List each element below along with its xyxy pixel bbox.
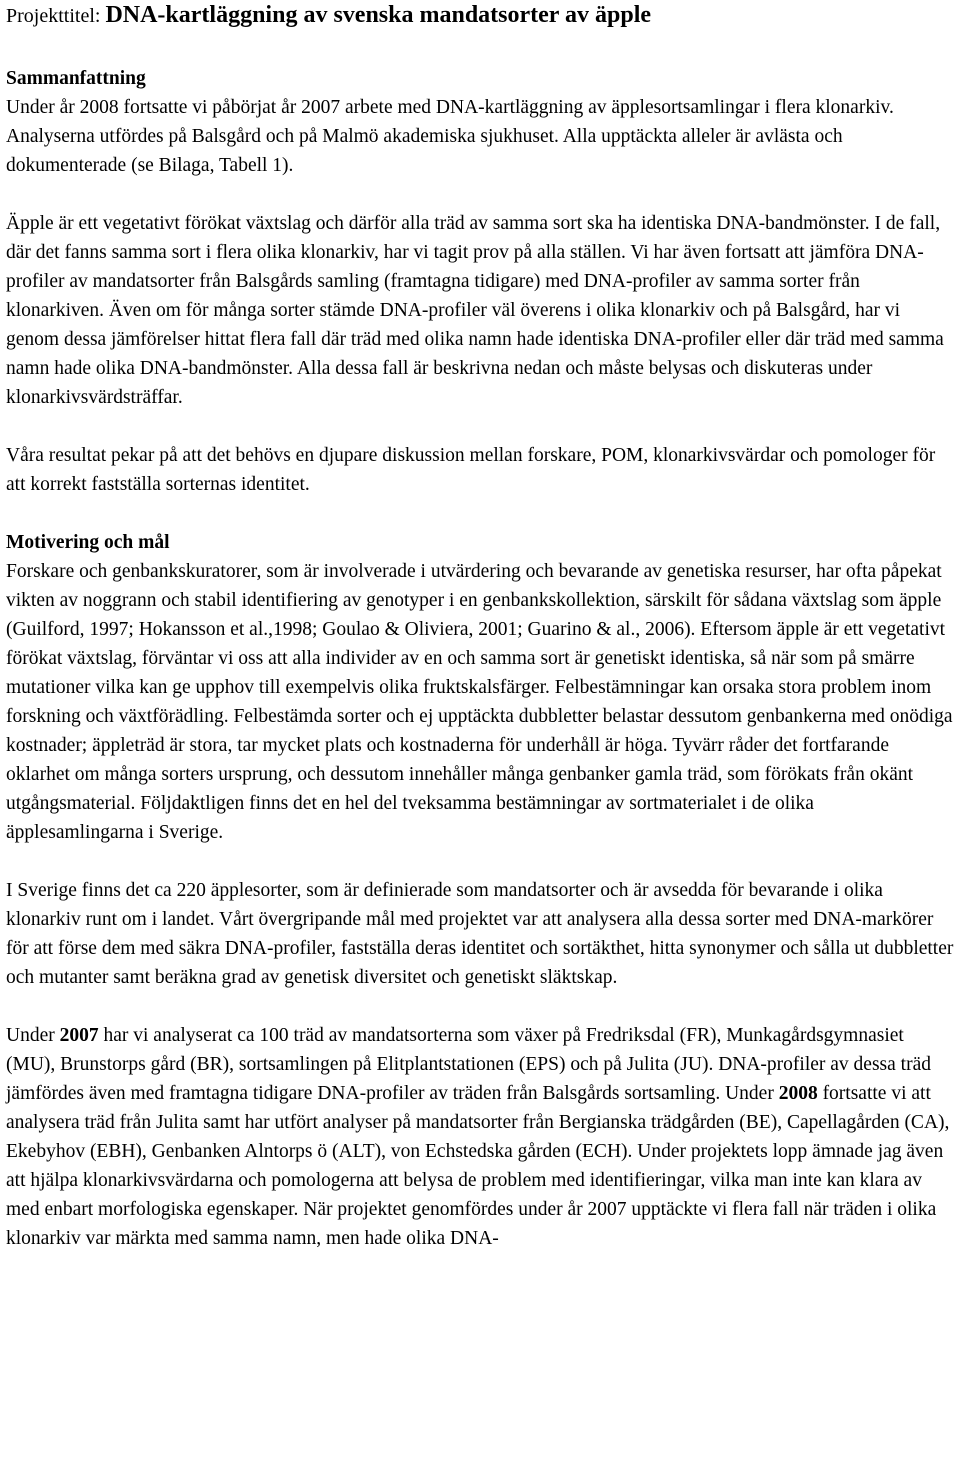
spacer	[6, 412, 954, 441]
summary-paragraph-1: Under år 2008 fortsatte vi påbörjat år 2007 arbete med DNA-kartläggning av äpplesortsamlingar i flera klonarkiv. Analyserna utfördes på Balsgård och på Malmö akademiska sjukhuset. Alla upptäckta alleler är avlästa och dokumenterade (se Bilaga, Tabell 1).	[6, 97, 894, 176]
motivation-paragraph-2: I Sverige finns det ca 220 äpplesorter, som är definierade som mandatsorter och är avsedda för bevarande i olika klonarkiv runt om i landet. Vårt övergripande mål med projektet var att analysera alla dessa sorter med DNA-markörer för att förse dem med säkra DNA-profiler, fastställa deras identitet och sortäkthet, hitta synonymer och sålla ut dubbletter och mutanter samt beräkna grad av genetisk diversitet och genetiskt släktskap.	[6, 880, 954, 988]
spacer	[6, 992, 954, 1021]
text-run: Under	[6, 1025, 60, 1046]
text-run: fortsatte vi att analysera träd från Julita samt har utfört analyser på mandatsorter från Bergianska trädgården (BE), Capellagården (CA), Ekebyhov (EBH), Genbanken Alntorps ö (ALT), von Echstedska gården (ECH). Under projektets lopp ämnade jag även att hjälpa klonarkivsvärdarna och pomologerna att belysa de problem med identifieringar, vilka man inte kan klara av med enbart morfologiska egenskaper. När projektet genomfördes under år 2007 upptäckte vi flera fall när träden i olika klonarkiv var märkta med samma namn, men hade olika DNA-	[6, 1083, 950, 1249]
summary-heading: Sammanfattning	[6, 68, 146, 89]
spacer	[6, 499, 954, 528]
motivation-paragraph-3	[6, 1021, 954, 1253]
summary-paragraph-3: Våra resultat pekar på att det behövs en djupare diskussion mellan forskare, POM, klonarkivsvärdar och pomologer för att korrekt fastställa sorternas identitet.	[6, 445, 936, 495]
project-title-line	[6, 0, 954, 31]
spacer	[6, 180, 954, 209]
project-title-label: Projekttitel:	[6, 5, 101, 27]
spacer	[6, 847, 954, 876]
text-run: har vi analyserat ca 100 träd av mandatsorterna som växer på Fredriksdal (FR), Munkagårdsgymnasiet (MU), Brunstorps gård (BR), sortsamlingen på Elitplantstationen (EPS) och på Julita (JU). DNA-profiler av dessa träd jämfördes även med framtagna tidigare DNA-profiler av träden från Balsgårds sortsamling. Under	[6, 1025, 931, 1104]
project-title: DNA-kartläggning av svenska mandatsorter av äpple	[105, 2, 652, 28]
motivation-heading: Motivering och mål	[6, 532, 170, 553]
year-2007: 2007	[59, 1025, 99, 1046]
year-2008: 2008	[778, 1083, 818, 1104]
summary-paragraph-2: Äpple är ett vegetativt förökat växtslag och därför alla träd av samma sort ska ha identiska DNA-bandmönster. I de fall, där det fanns samma sort i flera olika klonarkiv, har vi tagit prov på alla ställen. Vi har även fortsatt att jämföra DNA-profiler av mandatsorter från Balsgårds samling (framtagna tidigare) med DNA-profiler av samma sorter från klonarkiven. Även om för många sorter stämde DNA-profiler väl överens i olika klonarkiv och på Balsgård, har vi genom dessa jämförelser hittat flera fall där träd med olika namn hade identiska DNA-profiler eller där träd med samma namn hade olika DNA-bandmönster. Alla dessa fall är beskrivna nedan och måste belysas och diskuteras under klonarkivsvärdsträffar.	[6, 213, 944, 408]
spacer	[6, 31, 954, 64]
motivation-paragraph-1: Forskare och genbankskuratorer, som är involverade i utvärdering och bevarande av genetiska resurser, har ofta påpekat vikten av noggrann och stabil identifiering av genotyper i en genbankskollektion, särskilt för sådana växtslag som äpple (Guilford, 1997; Hokansson et al.,1998; Goulao & Oliviera, 2001; Guarino & al., 2006). Eftersom äpple är ett vegetativt förökat växtslag, förväntar vi oss att alla individer av en och samma sort är genetiskt identiska, så när som på smärre mutationer vilka kan ge upphov till exempelvis olika fruktskalsfärger. Felbestämningar kan orsaka stora problem inom forskning och växtförädling. Felbestämda sorter och ej upptäckta dubbletter belastar dessutom genbankerna med onödiga kostnader; äppleträd är stora, tar mycket plats och kostnaderna för underhåll är höga. Tyvärr råder det fortfarande oklarhet om många sorters ursprung, och dessutom innehåller många genbanker gamla träd, som förökats från okänt utgångsmaterial. Följdaktligen finns det en hel del tveksamma bestämningar av sortmaterialet i de olika äpplesamlingarna i Sverige.	[6, 561, 953, 843]
